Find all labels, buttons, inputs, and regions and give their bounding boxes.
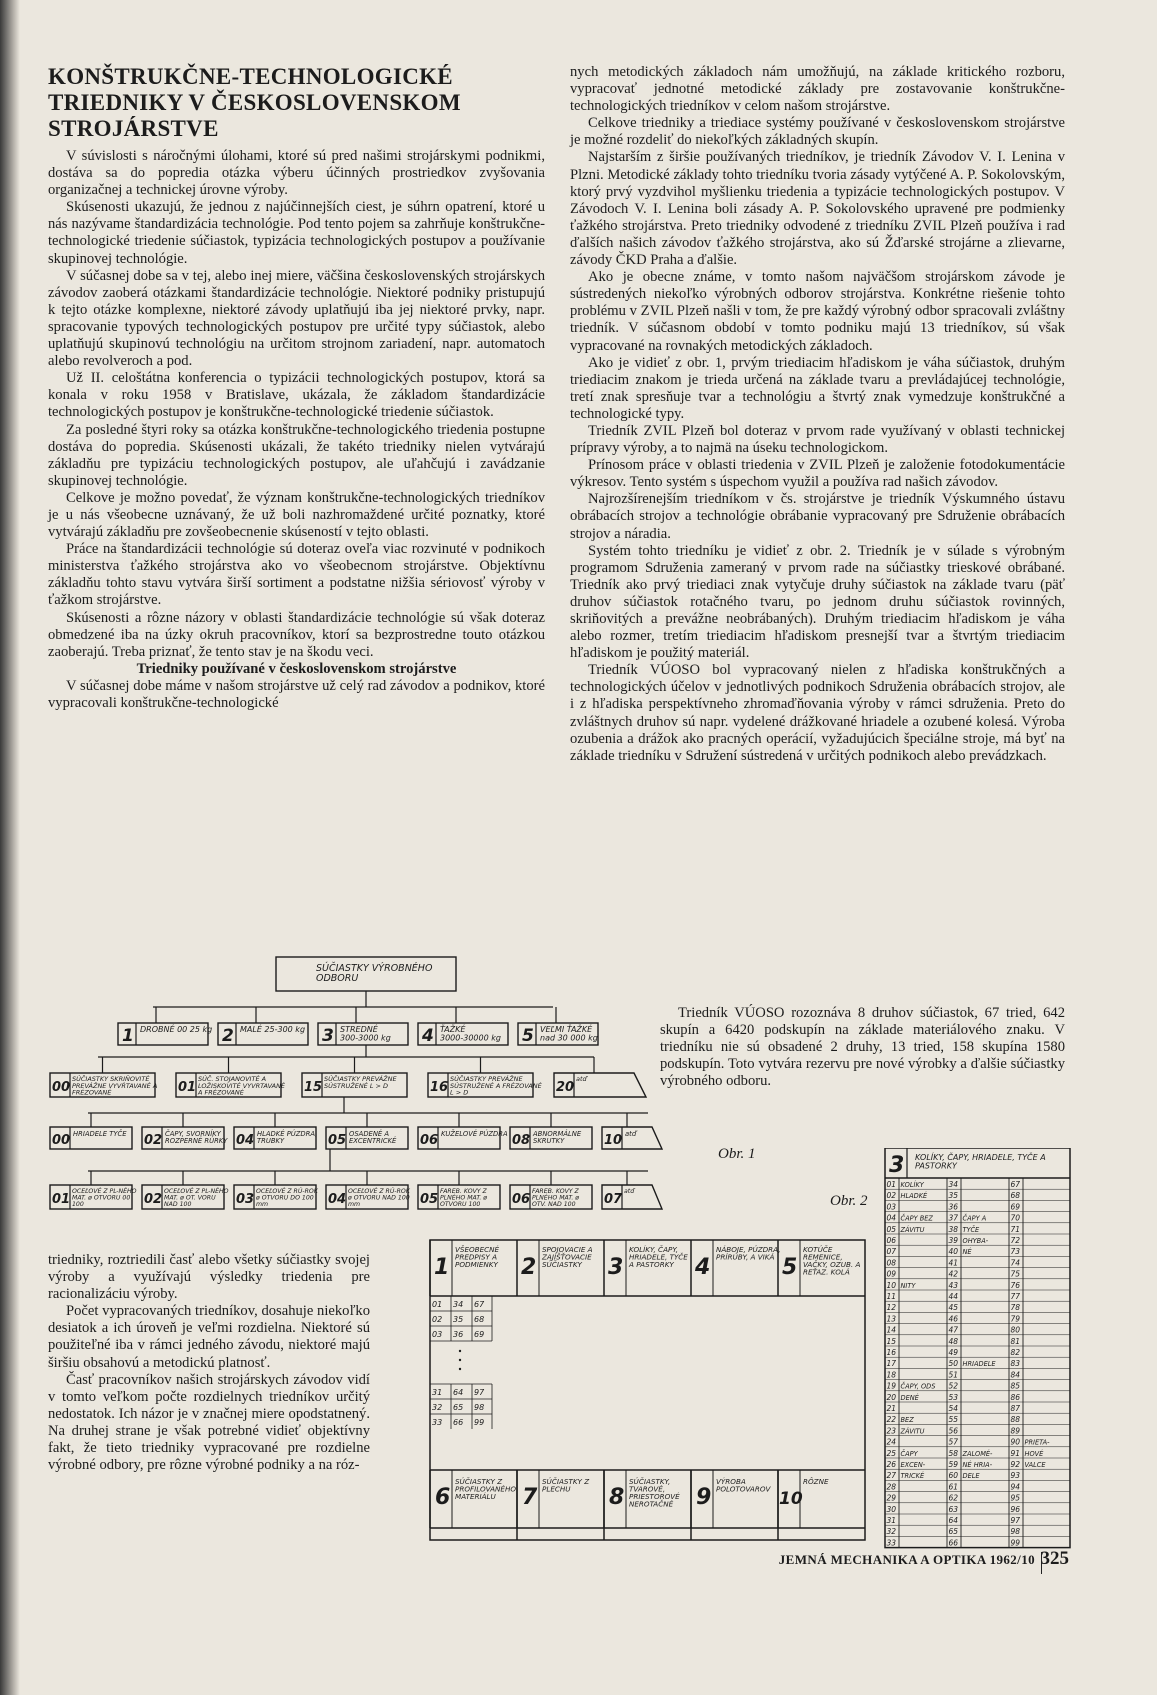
- detail-cell: 37: [948, 1213, 959, 1223]
- paragraph: Celkove triedniky a triediace systémy používané v československom strojárstve je možné rozdeliť do niekoľkých základných skupín.: [570, 115, 1065, 149]
- detail-cell: ČAPY: [900, 1449, 918, 1458]
- paragraph: Ako je vidieť z obr. 1, prvým triediacim hľadiskom je váha súčiastok, druhým triediacim znakom je trieda určená na základe tvaru a prevládajúcej technológie, tretí znak spresňuje tvar a technológiu a štvrtý znak vymedzuje konštrukčné a technologické typy.: [570, 354, 1065, 422]
- detail-cell: 58: [948, 1448, 959, 1458]
- detail-cell: 60: [948, 1471, 959, 1481]
- detail-cell: HOVÉ: [1024, 1449, 1044, 1458]
- sub-row-cell: 65: [453, 1403, 464, 1412]
- detail-cell: 22: [886, 1415, 897, 1425]
- detail-cell: ZÁVITU: [900, 1225, 925, 1234]
- detail-cell: 20: [886, 1392, 897, 1402]
- bottom-class-number: 10: [779, 1489, 803, 1509]
- detail-cell: 87: [1010, 1404, 1021, 1413]
- ellipsis-dot: [459, 1359, 461, 1361]
- detail-cell: 51: [948, 1370, 959, 1380]
- detail-cell: 30: [886, 1504, 897, 1514]
- root-label: SÚČIASTKY VÝROBNÉHO ODBORU: [316, 963, 433, 984]
- detail-cell: 10: [886, 1280, 897, 1290]
- detail-cell: DENÉ: [900, 1393, 919, 1402]
- detail-cell: 23: [886, 1426, 897, 1436]
- detail-title: KOLÍKY, ČAPY, HRIADELE, TYČE A PASTORKY: [915, 1153, 1046, 1171]
- detail-cell: 21: [886, 1404, 897, 1413]
- sub-row-cell: 03: [432, 1330, 443, 1339]
- right-column-end: [660, 1005, 1065, 1090]
- detail-cell: 27: [886, 1471, 897, 1481]
- level3-label: HRIADELE TYČE: [73, 1130, 127, 1138]
- level3-number: 04: [236, 1133, 255, 1148]
- detail-cell: 62: [948, 1493, 959, 1503]
- level3-number: 00: [52, 1133, 71, 1148]
- sub-row-cell: 97: [474, 1388, 485, 1397]
- article-title: KONŠTRUKČNE-TECHNOLOGICKÉ TRIEDNIKY V ČESKOSLOVENSKOM STROJÁRSTVE: [48, 64, 461, 141]
- footer-journal: [779, 1552, 1035, 1568]
- detail-cell: 11: [886, 1292, 897, 1301]
- paragraph: Celkove je možno povedať, že význam konštrukčne-technologických triedníkov je u nás všeobecne uznávaný, že už boli nazhromaždené určité poznatky, ktoré vytvárajú základňu pre zovšeobecnenie skúseností v tejto oblasti.: [48, 489, 545, 541]
- level4-label: OCEĽOVÉ Z PL-NÉHO MAT. ø OTVORU 00 100: [72, 1188, 137, 1209]
- detail-cell: 08: [886, 1258, 897, 1268]
- sub-row-cell: 31: [432, 1388, 443, 1397]
- detail-cell: 73: [1010, 1247, 1021, 1257]
- detail-cell: 35: [948, 1191, 959, 1201]
- top-class-label: SPOJOVACIE A ZAJIŠŤOVACIE SÚČIASTKY: [542, 1245, 593, 1270]
- paragraph: Počet vypracovaných triedníkov, dosahuje niekoľko desiatok a ich úroveň je veľmi rozdielna. Niektoré sú použiteľné iba v rámci jedného závodu, niektoré majú širšiu obsahovú a metodickú platnosť.: [48, 1303, 370, 1371]
- paragraph: Triedník ZVIL Plzeň bol doteraz v prvom rade využívaný v oblasti technickej prípravy výroby, a to najmä na úseku technologickom.: [570, 422, 1065, 457]
- paragraph: Skúsenosti ukazujú, že jednou z najúčinnejších ciest, je súhrn opatrení, ktoré u nás nazývame štandardizácia technológie. Pod tento pojem sa zahrňuje konštrukčne-technologické triedenie súčiastok, typizácia technologických postupov a používanie skupinovej technológie.: [48, 199, 545, 267]
- detail-cell: 06: [886, 1236, 897, 1245]
- detail-cell: 71: [1010, 1224, 1021, 1234]
- detail-cell: 96: [1010, 1504, 1021, 1514]
- level2-number: 20: [556, 1080, 575, 1095]
- top-class-number: 1: [434, 1255, 450, 1280]
- level4-label: atď: [624, 1188, 635, 1195]
- top-class-number: 4: [695, 1255, 711, 1280]
- level1-label: STREDNÉ 300-3000 kg: [340, 1025, 391, 1043]
- bottom-class-label: SÚČIASTKY Z PROFILOVANÉHO MATERIÁLU: [455, 1477, 517, 1502]
- sub-row-cell: 34: [453, 1300, 464, 1309]
- detail-cell: 24: [886, 1437, 897, 1447]
- detail-cell: 34: [948, 1180, 959, 1189]
- top-class-number: 5: [782, 1255, 798, 1280]
- bottom-class-label: SÚČIASTKY, TVAROVÉ, PRIESTOROVÉ NEROTAČNÉ: [629, 1477, 680, 1509]
- bottom-paragraphs: [48, 1252, 370, 1474]
- detail-cell: 48: [948, 1336, 959, 1346]
- detail-cell: VALCE: [1024, 1461, 1046, 1469]
- detail-cell: KOLÍKY: [900, 1181, 924, 1189]
- detail-cell: 17: [886, 1359, 897, 1369]
- figure-1-caption: Obr. 1: [718, 1146, 756, 1162]
- bottom-class-number: 7: [522, 1485, 538, 1510]
- journal-name: JEMNÁ MECHANIKA A OPTIKA 1962/10: [778, 1552, 1035, 1567]
- paragraph: Za posledné štyri roky sa otázka konštrukčne-technologického triedenia postupne dostáva do popredia. Skúsenosti ukázali, že takéto triedniky nielen vytvárajú základňu pre typizáciu technologických postupov, ale uľahčujú i zavádzanie skupinovej technológie.: [48, 421, 545, 489]
- detail-cell: 94: [1010, 1482, 1021, 1492]
- level2-number: 16: [430, 1080, 449, 1095]
- detail-cell: 18: [886, 1370, 897, 1380]
- sub-row-cell: 36: [453, 1330, 464, 1339]
- level1-label: DROBNÉ 00 25 kg: [140, 1025, 213, 1034]
- level2-number: 00: [52, 1080, 71, 1095]
- sub-row-cell: 32: [432, 1403, 443, 1412]
- detail-cell: 59: [948, 1460, 959, 1469]
- detail-cell: 76: [1010, 1280, 1021, 1290]
- detail-cell: 28: [886, 1482, 897, 1492]
- paragraph: triedniky, roztriedili časť alebo všetky súčiastky svojej výroby a využívajú výsledky triedenia pre racionalizáciu výroby.: [48, 1252, 370, 1303]
- detail-cell: 78: [1010, 1303, 1021, 1313]
- level4-number: 04: [328, 1192, 347, 1207]
- sub-row-cell: 67: [474, 1300, 485, 1309]
- level3-number: 10: [604, 1133, 623, 1148]
- detail-cell: 83: [1010, 1359, 1021, 1369]
- paragraph: Prínosom práce v oblasti triedenia v ZVIL Plzeň je založenie fotodokumentácie výkresov. Tento systém s úspechom využil a používa rad našich závodov.: [570, 457, 1065, 491]
- ellipsis-dot: [459, 1368, 461, 1370]
- detail-cell: 29: [886, 1493, 897, 1503]
- level1-label: ŤAŽKÉ 3000-30000 kg: [440, 1025, 501, 1043]
- level3-number: 05: [328, 1133, 347, 1148]
- detail-cell: 77: [1010, 1292, 1021, 1301]
- right-paragraphs: [570, 64, 1065, 765]
- detail-cell: 36: [948, 1202, 959, 1212]
- level4-label: FAREB. KOVY Z PLNÉHO MAT. ø OTV. NAD 100: [532, 1188, 580, 1209]
- detail-cell: ČAPY, ODS: [900, 1382, 936, 1391]
- detail-cell: OHYBA-: [962, 1237, 989, 1245]
- sub-row-cell: 02: [432, 1315, 443, 1324]
- detail-cell: 72: [1010, 1236, 1021, 1245]
- detail-cell: 52: [948, 1381, 959, 1391]
- detail-cell: 93: [1010, 1471, 1021, 1481]
- top-class-label: KOLÍKY, ČAPY, HRIADELE, TYČE A PASTORKY: [629, 1245, 688, 1270]
- detail-cell: 31: [886, 1516, 897, 1525]
- detail-cell: 97: [1010, 1516, 1021, 1525]
- paragraph: Triedník VÚOSO bol vypracovaný nielen z hľadiska konštrukčných a technologických účelov v jednotlivých podnikoch Sdruženia obrábacích strojov, ale i z hľadiska perspektívneho zhromaďňovania výroby v rámci sdruženia. Preto do zvláštnych druhov sú napr. vydelené drážkované hriadele a ozubené kolesá. Výroba ozubenia a drážok ako pracných operácií, vyžadujúcich špeciálne stroje, má byť na základe triedníku v Sdružení sústredená v určitých podnikoch alebo prevádzkach.: [570, 662, 1065, 764]
- right-column: [570, 64, 1065, 765]
- paragraph: Časť pracovníkov našich strojárskych závodov vidí v tomto veľkom počte rozdielnych triedníkov určitý nedostatok. Ich názor je v značnej miere opodstatnený. Na druhej strane je však potrebné vidieť objektívny fakt, že tieto triedniky vypracované pre rozdielne výrobné odbory, pre rôzne výrobné podniky a na róz-: [48, 1371, 370, 1474]
- detail-cell: 42: [948, 1269, 959, 1279]
- detail-cell: ČAPY BEZ: [900, 1214, 933, 1223]
- detail-cell: 05: [886, 1224, 897, 1234]
- level1-number: 5: [522, 1026, 534, 1046]
- right-paragraph-last: Triedník VÚOSO rozoznáva 8 druhov súčiastok, 67 tried, 642 skupín a 6420 podskupín na základe materiálového znaku. V triedníku nie sú obsadené 2 druhy, 13 tried, 158 skupína 1580 podskupín. Toto vytvára rezervu pre nové výrobky a ďalšie súčiastky výrobného odboru.: [660, 1005, 1065, 1090]
- detail-cell: NÉ: [962, 1248, 972, 1257]
- detail-cell: 66: [948, 1538, 959, 1548]
- detail-cell: 69: [1010, 1202, 1021, 1212]
- top-class-number: 3: [608, 1255, 624, 1280]
- detail-cell: 86: [1010, 1392, 1021, 1402]
- detail-cell: 57: [948, 1437, 959, 1447]
- detail-cell: 39: [948, 1236, 959, 1245]
- left-paragraph-last: V súčasnej dobe máme v našom strojárstve už celý rad závodov a podnikov, ktoré vypracovali konštrukčne-technologické: [48, 677, 545, 711]
- detail-cell: ZÁVITU: [900, 1427, 925, 1436]
- detail-cell: 80: [1010, 1325, 1021, 1335]
- level4-number: 05: [420, 1192, 439, 1207]
- detail-cell: 13: [886, 1314, 897, 1324]
- detail-cell: 56: [948, 1426, 959, 1436]
- detail-cell: 75: [1010, 1269, 1021, 1279]
- bottom-class-number: 8: [609, 1485, 625, 1510]
- detail-cell: 88: [1010, 1415, 1021, 1425]
- detail-cell: 65: [948, 1527, 959, 1537]
- level1-number: 1: [122, 1026, 134, 1046]
- level4-label: OCEĽOVÉ Z RÚ-ROK ø OTVORU DO 100 mm: [256, 1188, 318, 1209]
- detail-cell: 85: [1010, 1381, 1021, 1391]
- bottom-class-number: 9: [696, 1485, 712, 1510]
- paragraph: V súvislosti s náročnými úlohami, ktoré sú pred našimi strojárskymi podnikmi, dostáva sa do popredia otázka výberu účinných prostriedkov zvyšovania organizačnej a technickej úrovne výroby.: [48, 148, 545, 199]
- figure-2-table-diagram: [425, 1148, 1080, 1568]
- page-binding-shadow: [0, 0, 20, 1695]
- detail-cell: 84: [1010, 1370, 1021, 1380]
- detail-cell: 70: [1010, 1213, 1021, 1223]
- detail-cell: TYČE: [962, 1225, 980, 1234]
- top-class-label: VŠEOBECNÉ PREDPISY A PODMIENKY: [455, 1245, 500, 1270]
- detail-cell: 49: [948, 1348, 959, 1357]
- detail-cell: 26: [886, 1460, 897, 1469]
- detail-cell: NÉ HRIA-: [962, 1461, 993, 1469]
- detail-cell: 79: [1010, 1314, 1021, 1324]
- bottom-left-column: [48, 1252, 370, 1474]
- sub-row-cell: 35: [453, 1315, 464, 1324]
- detail-cell: 64: [948, 1516, 959, 1525]
- level2-label: SÚČIASTKY PREVÁŽNE SÚSTRUŽENÉ L > D: [324, 1075, 397, 1090]
- level1-number: 2: [222, 1026, 234, 1046]
- sub-row-cell: 66: [453, 1418, 464, 1427]
- detail-cell: 54: [948, 1404, 959, 1413]
- detail-cell: 67: [1010, 1180, 1021, 1189]
- detail-cell: 98: [1010, 1527, 1021, 1537]
- detail-cell: 09: [886, 1269, 897, 1279]
- detail-cell: 07: [886, 1247, 897, 1257]
- level2-number: 15: [304, 1080, 323, 1095]
- detail-cell: NITY: [900, 1281, 916, 1290]
- level2-label: atď: [576, 1075, 587, 1083]
- left-column: [48, 64, 545, 712]
- level3-number: 06: [420, 1133, 439, 1148]
- left-paragraphs: [48, 148, 545, 661]
- level4-number: 01: [52, 1192, 71, 1207]
- level1-number: 4: [422, 1026, 434, 1046]
- level3-label: OSADENÉ A EXCENTRICKÉ: [349, 1130, 397, 1146]
- detail-cell: 03: [886, 1202, 897, 1212]
- detail-cell: 19: [886, 1381, 897, 1391]
- bottom-class-label: SÚČIASTKY Z PLECHU: [542, 1477, 590, 1494]
- level1-label: VEĽMI ŤAŽKÉ nad 30 000 kg: [540, 1025, 598, 1043]
- level3-number: 02: [144, 1133, 163, 1148]
- detail-cell: 81: [1010, 1336, 1021, 1346]
- level4-number: 06: [512, 1192, 531, 1207]
- detail-cell: 99: [1010, 1538, 1021, 1548]
- detail-cell: 02: [886, 1191, 897, 1201]
- level2-label: SÚČ. STOJANOVITÉ A LOŽISKOVITÉ VYVRTAVANÉ A FRÉZOVANÉ: [198, 1075, 286, 1097]
- detail-cell: TRICKÉ: [900, 1472, 925, 1481]
- detail-cell: 41: [948, 1258, 959, 1268]
- detail-cell: 74: [1010, 1258, 1021, 1268]
- detail-cell: 32: [886, 1527, 897, 1537]
- detail-cell: 45: [948, 1303, 959, 1313]
- sub-row-cell: 33: [432, 1418, 443, 1427]
- detail-cell: 15: [886, 1336, 897, 1346]
- detail-cell: BEZ: [900, 1416, 914, 1425]
- detail-cell: 92: [1010, 1460, 1021, 1469]
- detail-cell: 55: [948, 1415, 959, 1425]
- level3-label: ABNORMÁLNE SKRUTKY: [533, 1130, 582, 1146]
- detail-cell: 16: [886, 1348, 897, 1357]
- level4-label: FAREB. KOVY Z PLNÉHO MAT. ø OTVORU 100: [440, 1188, 488, 1209]
- level3-label: ČAPY, SVORNÍKY ROZPERNÉ RÚRKY: [165, 1130, 228, 1146]
- figure-2-caption: Obr. 2: [830, 1193, 868, 1209]
- detail-cell: 43: [948, 1280, 959, 1290]
- detail-cell: 25: [886, 1448, 897, 1458]
- detail-cell: 04: [886, 1213, 897, 1223]
- level2-number: 01: [178, 1080, 197, 1095]
- detail-cell: 61: [948, 1482, 959, 1492]
- detail-cell: HLADKÉ: [900, 1192, 928, 1201]
- detail-cell: 91: [1010, 1448, 1021, 1458]
- detail-cell: PRIETA-: [1024, 1438, 1050, 1447]
- detail-cell: 01: [886, 1180, 897, 1189]
- sub-row-cell: 99: [474, 1418, 485, 1427]
- detail-cell: DELE: [962, 1472, 980, 1481]
- level3-number: 08: [512, 1133, 531, 1148]
- page-number: 325: [1040, 1548, 1069, 1569]
- detail-cell: HRIADELE: [962, 1360, 996, 1369]
- detail-cell: 46: [948, 1314, 959, 1324]
- sub-row-cell: 64: [453, 1388, 464, 1397]
- bottom-class-label: RÔZNE: [803, 1477, 829, 1486]
- detail-cell: 40: [948, 1247, 959, 1257]
- level3-label: atď: [625, 1130, 637, 1138]
- level4-number: 07: [604, 1192, 623, 1207]
- detail-cell: 33: [886, 1538, 897, 1548]
- detail-cell: EXCEN-: [900, 1461, 926, 1469]
- level1-label: MALÉ 25-300 kg: [240, 1025, 306, 1034]
- level4-label: OCEĽOVÉ Z RÚ-ROK ø OTVORU NAD 100 mm: [348, 1188, 410, 1209]
- level3-label: KUŽELOVÉ PÚZDRA: [441, 1130, 508, 1138]
- paragraph: Skúsenosti a rôzne názory v oblasti štandardizácie technológie sú však doteraz obmedzené iba na úzky okruh pracovníkov, ktorí sa bezprostredne touto otázkou zaoberajú. Treba priznať, že tento stav je na škodu veci.: [48, 609, 545, 660]
- detail-class-number: 3: [889, 1153, 905, 1178]
- level4-label: OCEĽOVÉ Z PL-NÉHO MAT. ø OT. VORU NAD 100: [164, 1188, 229, 1209]
- detail-cell: 90: [1010, 1437, 1021, 1447]
- level3-label: HLADKÉ PÚZDRA, TRUBKY: [257, 1130, 318, 1146]
- sub-row-cell: 69: [474, 1330, 485, 1339]
- detail-cell: 63: [948, 1504, 959, 1514]
- detail-cell: ZALOMÉ-: [962, 1449, 993, 1458]
- level4-number: 02: [144, 1192, 163, 1207]
- detail-table: [885, 1148, 1070, 1548]
- paragraph: nych metodických základoch nám umožňujú, na základe kritického rozboru, vypracovať jednotné metodické základy pre zostavovanie konštrukčne-technologických triedníkov v celom našom strojárstve.: [570, 64, 1065, 115]
- section-heading: Triedniky používané v československom strojárstve: [136, 660, 457, 677]
- sub-row-cell: 98: [474, 1403, 485, 1412]
- detail-cell: 44: [948, 1292, 959, 1301]
- paragraph: Už II. celoštátna konferencia o typizácii technologických postupov, ktorá sa konala v roku 1958 v Bratislave, ukázala, že základom štandardizácie technologických postupov je konštrukčne-technologické triedenie súčiastok.: [48, 370, 545, 421]
- paragraph: V súčasnej dobe sa v tej, alebo inej miere, väčšina československých strojárskych závodov zaoberá otázkami štandardizácie technológie. Niektoré podniky pristupujú k tejto otázke komplexne, niektoré závody uplatňujú iba jej niektoré prvky, napr. spracovanie typových technologických postupov pre určité typy súčiastok, alebo uplatňujú skupinovú technológiu na určitom strojnom zariadení, napr. automatoch alebo revolveroch a pod.: [48, 267, 545, 370]
- detail-cell: 12: [886, 1303, 897, 1313]
- paragraph: Ako je obecne známe, v tomto našom najväčšom strojárskom závode je sústredených niekoľko výrobných odborov strojárstva. Konkrétne riešenie tohto problému v ZVIL Plzeň našli v tom, že pre každý výrobný odbor spracovali zvláštny triedník. V súčasnom období v tomto podniku majú 13 triedníkov, sú však vypracované na rovnakých metodických základoch.: [570, 269, 1065, 354]
- detail-cell: 95: [1010, 1493, 1021, 1503]
- paragraph: Najstarším z širšie používaných triedníkov, je triedník Závodov V. I. Lenina v Plzni. Metodické základy tohto triedníku tvoria zásady vytýčené A. P. Sokolovským, ktorý prvý vyzdvihol myšlienku triedenia a typizácie technologických postupov. V Závodoch V. I. Lenina boli zásady A. P. Sokolovského upravené pre podmienky ťažkého strojárstva. Preto triedniky odvodené z triedníku ZVIL Plzeň používa i rad ďalších našich závodov ťažkého strojárstva, ako sú Žďarské strojárne a zlievarne, závody ČKD Praha a ďalšie.: [570, 149, 1065, 269]
- detail-cell: ČAPY A: [962, 1214, 987, 1223]
- detail-cell: 53: [948, 1392, 959, 1402]
- sub-row-cell: 01: [432, 1300, 443, 1309]
- detail-cell: 50: [948, 1359, 959, 1369]
- level2-label: SÚČIASTKY PREVÁŽNE SÚSTRUŽENÉ A FRÉZOVANÉ L > D: [450, 1075, 542, 1097]
- level1-number: 3: [322, 1026, 334, 1046]
- detail-cell: 82: [1010, 1348, 1021, 1357]
- paragraph: Systém tohto triedníku je vidieť z obr. 2. Triedník je v súlade s výrobným programom Sdruženia zameraný v prvom rade na súčiastky trieskové obrábané. Triedník ako prvý triediaci znak vytyčuje druhy súčiastok na základe tvaru (päť druhov súčiastok rotačného tvaru, po jednom druhu súčiastok rovinných, skriňovitých a prevážne neobrábaných). Druhým triediacim hľadiskom je váha alebo rozmer, tretím triediacim hľadiskom presnejší tvar a štvrtým triediacim hľadiskom je použitý materiál.: [570, 542, 1065, 662]
- bottom-class-number: 6: [435, 1485, 451, 1510]
- level4-number: 03: [236, 1192, 255, 1207]
- top-class-label: KOTÚČE REMENICE, VAČKY, OZUB. A REŤAZ. KOLÁ: [803, 1245, 861, 1277]
- top-class-label: NÁBOJE, PÚZDRA, PRÍRUBY, A VIKÁ: [716, 1245, 781, 1262]
- detail-cell: 14: [886, 1325, 897, 1335]
- bottom-class-label: VÝROBA POLOTOVAROV: [716, 1477, 771, 1494]
- ellipsis-dot: [459, 1350, 461, 1352]
- detail-cell: 68: [1010, 1191, 1021, 1201]
- top-class-number: 2: [521, 1255, 537, 1280]
- paragraph: Najrozšírenejším triedníkom v čs. strojárstve je triedník Výskumného ústavu obrábacích strojov a technológie obrábanie vypracovaný pre Sdruženie obrábacích strojov a náradia.: [570, 491, 1065, 542]
- paragraph: Práce na štandardizácii technológie sú doteraz oveľa viac rozvinuté v podnikoch ministerstva ťažkého strojárstva ako vo všeobecnom strojárstve. Objektívnu základňu tohto stavu vytvára širší sortiment a podstatne nižšia sériovosť výroby v ťažkom strojárstve.: [48, 541, 545, 609]
- detail-cell: 38: [948, 1224, 959, 1234]
- level2-label: SÚČIASTKY SKRIŇOVITÉ PREVÁŽNE VYVŔTAVANÉ A FRÉZOVANÉ: [72, 1075, 158, 1097]
- detail-cell: 47: [948, 1325, 959, 1335]
- detail-cell: 89: [1010, 1426, 1021, 1436]
- sub-row-cell: 68: [474, 1315, 485, 1324]
